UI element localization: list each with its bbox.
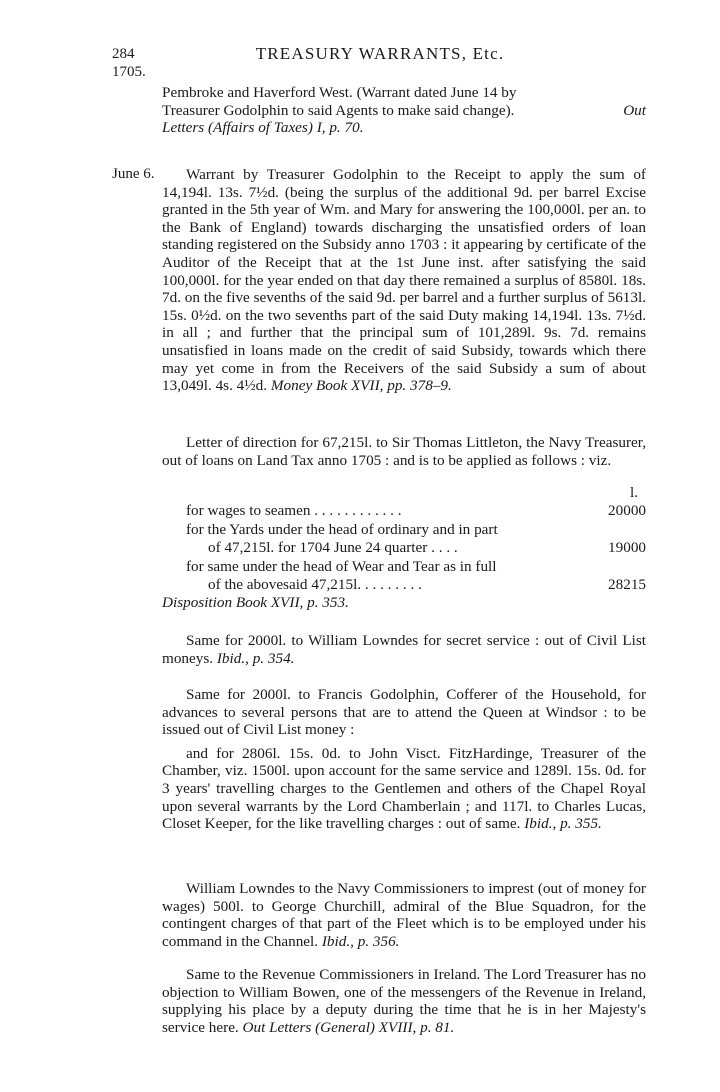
letter-ref: Disposition Book XVII, p. 353. xyxy=(162,594,349,611)
page-number: 284 xyxy=(112,46,135,62)
table-row xyxy=(186,558,646,593)
allocation-table xyxy=(186,484,646,594)
navy-text: William Lowndes to the Navy Commissioners to imprest (out of money for wages) 500l. to George Churchill, admiral of the Blue Squadron, for the contingent charges of that part of the Fleet which is to be employed under his command in the Channel. xyxy=(162,880,646,950)
entry-date: June 6. xyxy=(112,166,155,182)
continuation-paragraph xyxy=(162,84,646,137)
row-text: for wages to seamen . . . . . . . . . . . . xyxy=(186,501,402,519)
row-continuation: of 47,215l. for 1704 June 24 quarter . . . . xyxy=(208,538,458,556)
godolphin-ref: Ibid., p. 355. xyxy=(524,815,602,833)
row-text: for the Yards under the head of ordinary and in part xyxy=(186,521,498,539)
ireland-ref: Out Letters (General) XVIII, p. 81. xyxy=(242,1018,455,1036)
running-title: TREASURY WARRANTS, Etc. xyxy=(255,44,505,63)
lowndes-ref: Ibid., p. 354. xyxy=(216,649,295,667)
continuation-ref: Letters (Affairs of Taxes) I, p. 70. xyxy=(162,119,364,137)
warrant-text: Warrant by Treasurer Godolphin to the Receipt to apply the sum of 14,194l. 13s. 7½d. (being the surplus of the additional 9d. per barrel Excise granted in the 5th year of Wm. and Mary for answering the 100,000l. per an. to the Bank of England) towards discharging the unsatisfied orders of loan standing registered on the Subsidy anno 1703 : it appearing by certificate of the Auditor of the Receipt that at the 1st June inst. after satisfying the said 100,000l. for the year ended on that day there remained a surplus of 8580l. 18s. 7d. on the five sevenths of the said 9d. per barrel and a further surplus of 5613l. 15s. 0½d. on the two sevenths part of the said Duty making 14,194l. 13s. 7½d. in all ; and further that the principal sum of 101,289l. 9s. 7d. remains unsatisfied in loans made on the credit of said Subsidy, towards which there may yet come in from the Receivers of the said Subsidy a sum of about 13,049l. 4s. 4½d. xyxy=(162,166,646,395)
continuation-line-1: Pembroke and Haverford West. (Warrant dated June 14 by xyxy=(162,84,517,101)
table-row xyxy=(186,502,646,520)
row-text: for same under the head of Wear and Tear as in full xyxy=(186,558,497,576)
continuation-line-2: Treasurer Godolphin to said Agents to make said change). xyxy=(162,101,515,119)
row-amount: 20000 xyxy=(608,501,646,519)
letter-intro: Letter of direction for 67,215l. to Sir Thomas Littleton, the Navy Treasurer, out of loans on Land Tax anno 1705 : and is to be applied as follows : viz. xyxy=(162,434,646,469)
row-amount: 19000 xyxy=(608,538,646,556)
navy-ref: Ibid., p. 356. xyxy=(321,932,400,950)
ireland-text: Same to the Revenue Commissioners in Ireland. The Lord Treasurer has no objection to William Bowen, one of the messengers of the Revenue in Ireland, supplying his place by a deputy during the time that he is in her Majesty's service here. xyxy=(162,966,646,1036)
letter-intro-paragraph xyxy=(162,434,646,469)
warrant-paragraph xyxy=(162,166,646,395)
row-amount: 28215 xyxy=(608,575,646,593)
lowndes-text: Same for 2000l. to William Lowndes for secret service : out of Civil List moneys. xyxy=(162,632,646,667)
continuation-ref-inline: Out xyxy=(623,101,646,119)
godolphin-paragraph xyxy=(162,686,646,833)
lowndes-paragraph xyxy=(162,632,646,667)
unit-label: l. xyxy=(629,484,638,501)
table-row xyxy=(186,521,646,556)
row-continuation: of the abovesaid 47,215l. . . . . . . . . xyxy=(208,575,422,593)
letter-ref-line xyxy=(162,594,646,612)
ireland-paragraph xyxy=(162,966,646,1036)
godolphin-text-2: and for 2806l. 15s. 0d. to John Visct. FitzHardinge, Treasurer of the Chamber, viz. 1500l. upon account for the same service and 1289l. 15s. 0d. for 3 years' travelling charges to the Gentlemen and others of the Chapel Royal upon several warrants by the Lord Chamberlain ; and 117l. to Charles Lucas, Closet Keeper, for the like travelling charges : out of same. xyxy=(162,744,646,833)
warrant-ref: Money Book XVII, pp. 378–9. xyxy=(270,377,452,395)
navy-paragraph xyxy=(162,880,646,950)
margin-year: 1705. xyxy=(112,64,146,80)
godolphin-text: Same for 2000l. to Francis Godolphin, Cofferer of the Household, for advances to several persons that are to attend the Queen at Windsor : to be issued out of Civil List money : xyxy=(162,686,646,739)
